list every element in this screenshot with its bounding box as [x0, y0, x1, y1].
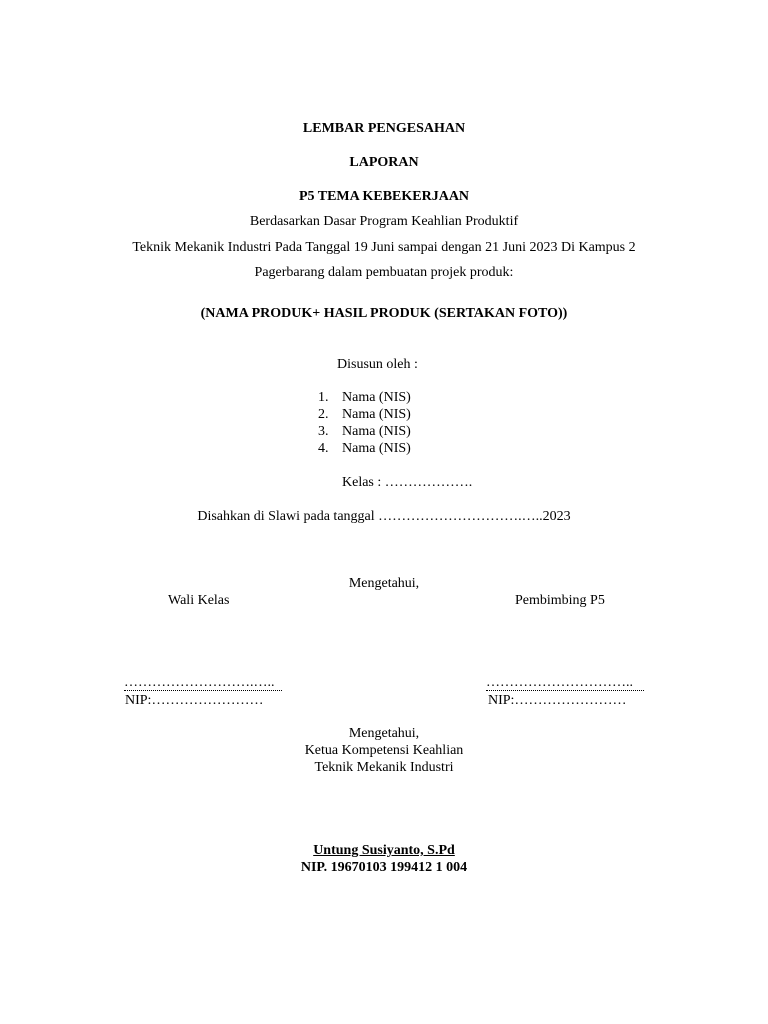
ratification-line: Disahkan di Slawi pada tanggal ………………………….…..2023: [197, 509, 571, 524]
document-subtitle: LAPORAN: [349, 155, 419, 170]
authors-label: Disusun oleh :: [337, 357, 418, 372]
product-heading: (NAMA PRODUK+ HASIL PRODUK (SERTAKAN FOTO)): [200, 306, 568, 321]
supervisor-nip: NIP:……………………: [488, 693, 627, 708]
authors-list: [318, 389, 411, 457]
homeroom-nip: NIP:……………………: [125, 693, 264, 708]
author-name: Nama (NIS): [342, 390, 411, 405]
author-name: Nama (NIS): [342, 441, 411, 456]
list-item: [318, 406, 411, 423]
list-number: 1.: [318, 390, 329, 405]
class-field: Kelas : ……………….: [342, 475, 473, 490]
signature-underline-right: [486, 690, 644, 691]
homeroom-signature-line: ……………………….…..: [124, 675, 275, 690]
head-acknowledged-label: Mengetahui,: [348, 726, 420, 741]
list-item: [318, 423, 411, 440]
list-item: [318, 440, 411, 457]
p5-supervisor-label: Pembimbing P5: [515, 593, 605, 608]
supervisor-signature-line: …………………………..: [486, 675, 633, 690]
acknowledged-label: Mengetahui,: [348, 576, 420, 591]
list-item: [318, 389, 411, 406]
intro-line-2: Teknik Mekanik Industri Pada Tanggal 19 Juni sampai dengan 21 Juni 2023 Di Kampus 2: [132, 240, 636, 255]
theme-heading: P5 TEMA KEBEKERJAAN: [298, 189, 470, 204]
signature-underline-left: [124, 690, 282, 691]
head-name: Untung Susiyanto, S.Pd: [313, 843, 455, 858]
head-nip: NIP. 19670103 199412 1 004: [300, 860, 468, 875]
head-role: Ketua Kompetensi Keahlian: [304, 743, 464, 758]
list-number: 2.: [318, 407, 329, 422]
homeroom-teacher-label: Wali Kelas: [168, 593, 230, 608]
head-department: Teknik Mekanik Industri: [314, 760, 454, 775]
document-title: LEMBAR PENGESAHAN: [302, 121, 466, 136]
list-number: 3.: [318, 424, 329, 439]
author-name: Nama (NIS): [342, 424, 411, 439]
author-name: Nama (NIS): [342, 407, 411, 422]
list-number: 4.: [318, 441, 329, 456]
intro-line-1: Berdasarkan Dasar Program Keahlian Produktif: [249, 214, 519, 229]
intro-line-3: Pagerbarang dalam pembuatan projek produk:: [254, 265, 514, 280]
